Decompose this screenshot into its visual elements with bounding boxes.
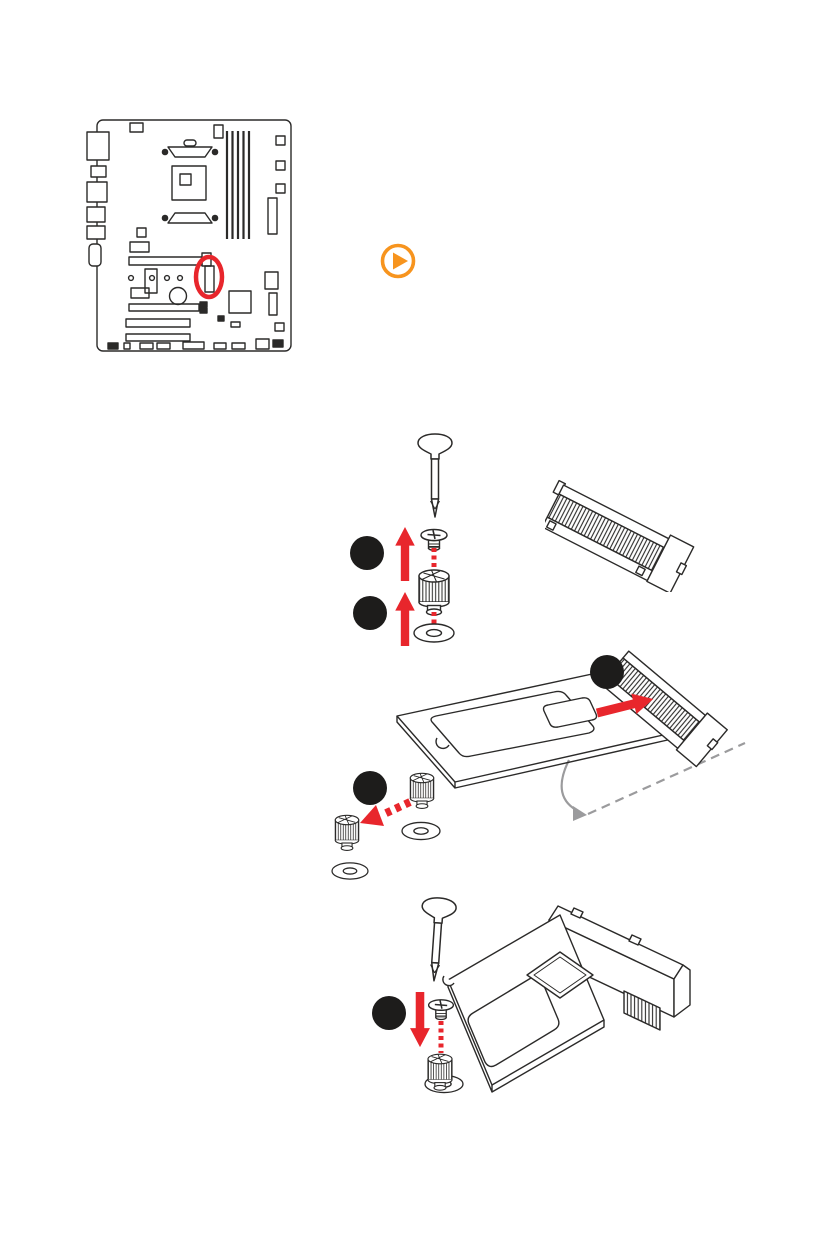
cpu-socket [162,140,217,223]
diagram-insert-module [330,648,762,893]
screwdriver-icon [417,897,457,982]
red-dashed-arrow [382,802,410,815]
diagram-m2-connector [545,452,695,592]
washer-icon [414,624,454,642]
base-screw-icon [335,815,358,850]
steps-group-3 [88,928,338,933]
red-arrow-up-icon [395,592,415,646]
screw-icon [421,530,447,551]
step-callout-5 [372,996,406,1030]
motherboard-location-diagram [86,116,296,356]
steps-group-1 [88,495,338,505]
m2-slot [205,266,214,292]
m2-slot-highlight-circle [196,257,222,297]
diagram-secure-module [352,893,750,1121]
red-arrow-down-icon [410,992,430,1047]
play-icon [379,242,417,280]
steps-group-2 [88,685,338,695]
red-arrow-up-icon [395,527,415,581]
base-screw-icon [419,570,449,615]
step-callout-3 [353,771,387,805]
step-callout-1 [350,536,384,570]
step-callout-2 [353,596,387,630]
washer-icon [402,822,440,839]
base-screw-icon [410,773,433,808]
screw-icon [429,1000,454,1020]
step-callout-4 [590,655,624,689]
screwdriver-icon [418,434,452,517]
qr-code [476,132,576,232]
washer-icon [332,863,368,879]
